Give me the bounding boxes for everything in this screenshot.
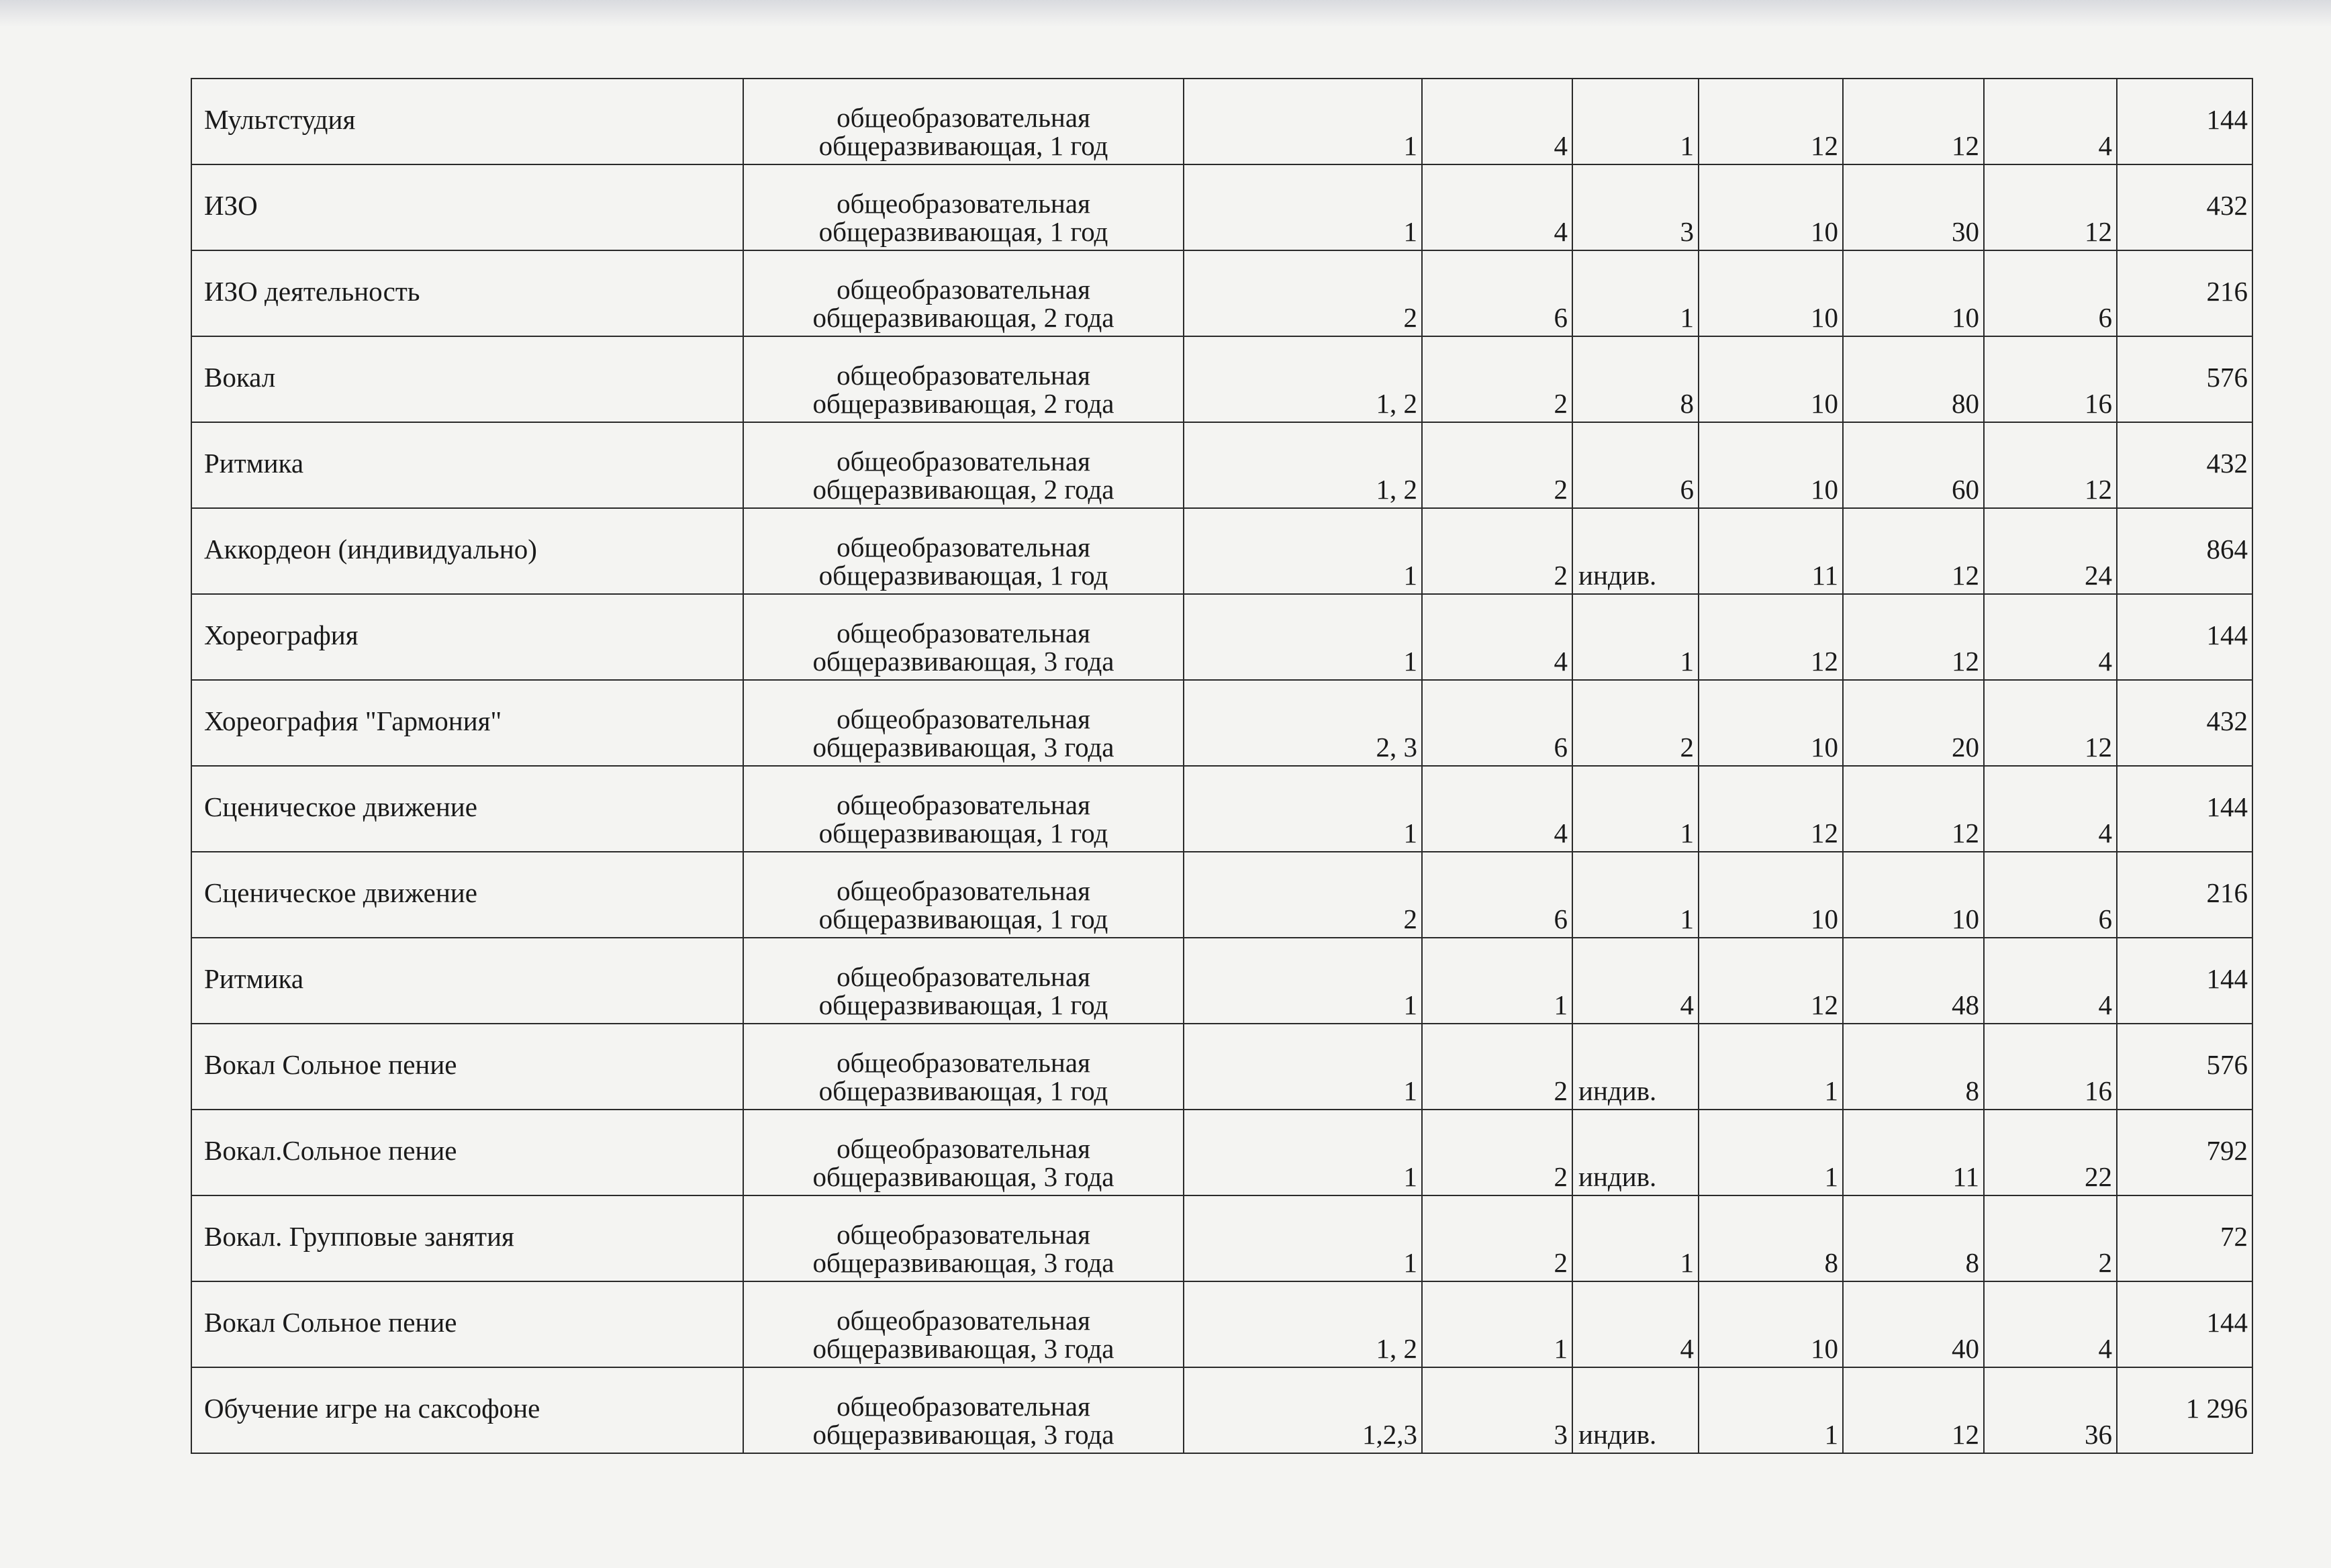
annual-hours-cell: 144 [2117,938,2252,1024]
annual-hours-cell: 216 [2117,250,2252,336]
weekly-hours-cell: 4 [1984,766,2117,852]
program-type-line-1: общеобразовательная [837,1219,1090,1250]
annual-hours-cell: 144 [2117,766,2252,852]
program-name-cell: Хореография [191,594,743,680]
program-type-cell [743,79,1184,164]
program-type-cell [743,1110,1184,1195]
groups-count-cell: 2 [1422,422,1572,508]
hours-per-group-cell: индив. [1572,1367,1699,1453]
program-type-line-1: общеобразовательная [837,1133,1090,1164]
year-of-study-cell: 1 [1184,1110,1422,1195]
annual-hours-cell: 144 [2117,1281,2252,1367]
program-type-line-2: общеразвивающая, 3 года [812,646,1114,677]
weekly-hours-cell: 24 [1984,508,2117,594]
table-row [191,250,2252,336]
hours-per-group-cell: 4 [1572,1281,1699,1367]
hours-per-group-cell: 1 [1572,594,1699,680]
program-type-line-2: общеразвивающая, 3 года [812,1419,1114,1450]
groups-count-cell: 2 [1422,1195,1572,1281]
total-students-cell: 12 [1843,508,1984,594]
table-row [191,938,2252,1024]
groups-count-cell: 4 [1422,594,1572,680]
program-type-line-2: общеразвивающая, 1 год [818,903,1108,934]
total-students-cell: 12 [1843,79,1984,164]
total-students-cell: 11 [1843,1110,1984,1195]
program-type-line-1: общеобразовательная [837,274,1090,305]
program-name-cell: ИЗО [191,164,743,250]
program-name-cell: Хореография "Гармония" [191,680,743,766]
students-count-cell: 10 [1699,336,1843,422]
program-type-line-1: общеобразовательная [837,188,1090,219]
groups-count-cell: 4 [1422,164,1572,250]
annual-hours-cell: 576 [2117,336,2252,422]
total-students-cell: 30 [1843,164,1984,250]
program-type-cell [743,766,1184,852]
weekly-hours-cell: 12 [1984,422,2117,508]
groups-count-cell: 6 [1422,250,1572,336]
total-students-cell: 12 [1843,1367,1984,1453]
annual-hours-cell: 72 [2117,1195,2252,1281]
students-count-cell: 12 [1699,938,1843,1024]
weekly-hours-cell: 12 [1984,164,2117,250]
year-of-study-cell: 1 [1184,508,1422,594]
program-type-cell [743,1024,1184,1110]
total-students-cell: 12 [1843,766,1984,852]
program-type-line-2: общеразвивающая, 3 года [812,1333,1114,1364]
program-name-cell: Обучение игре на саксофоне [191,1367,743,1453]
program-type-line-1: общеобразовательная [837,1047,1090,1078]
program-type-line-2: общеразвивающая, 1 год [818,130,1108,161]
total-students-cell: 12 [1843,594,1984,680]
table-row [191,79,2252,164]
program-type-line-1: общеобразовательная [837,618,1090,648]
hours-per-group-cell: 1 [1572,1195,1699,1281]
table-row [191,1024,2252,1110]
weekly-hours-cell: 36 [1984,1367,2117,1453]
table-row [191,594,2252,680]
year-of-study-cell: 1 [1184,766,1422,852]
hours-per-group-cell: 1 [1572,250,1699,336]
weekly-hours-cell: 16 [1984,336,2117,422]
table-row [191,508,2252,594]
hours-per-group-cell: 1 [1572,79,1699,164]
students-count-cell: 10 [1699,422,1843,508]
annual-hours-cell: 1 296 [2117,1367,2252,1453]
program-type-line-1: общеобразовательная [837,360,1090,391]
groups-count-cell: 2 [1422,508,1572,594]
weekly-hours-cell: 16 [1984,1024,2117,1110]
annual-hours-cell: 144 [2117,79,2252,164]
year-of-study-cell: 1, 2 [1184,1281,1422,1367]
students-count-cell: 11 [1699,508,1843,594]
annual-hours-cell: 576 [2117,1024,2252,1110]
total-students-cell: 10 [1843,852,1984,938]
year-of-study-cell: 1 [1184,938,1422,1024]
program-type-line-1: общеобразовательная [837,789,1090,820]
table-row [191,336,2252,422]
groups-count-cell: 4 [1422,79,1572,164]
students-count-cell: 10 [1699,1281,1843,1367]
year-of-study-cell: 2, 3 [1184,680,1422,766]
students-count-cell: 12 [1699,79,1843,164]
year-of-study-cell: 1, 2 [1184,422,1422,508]
hours-per-group-cell: индив. [1572,1110,1699,1195]
weekly-hours-cell: 4 [1984,594,2117,680]
year-of-study-cell: 1, 2 [1184,336,1422,422]
program-type-cell [743,250,1184,336]
program-type-line-1: общеобразовательная [837,703,1090,734]
program-type-line-2: общеразвивающая, 3 года [812,1247,1114,1278]
students-count-cell: 12 [1699,766,1843,852]
students-count-cell: 8 [1699,1195,1843,1281]
total-students-cell: 10 [1843,250,1984,336]
total-students-cell: 60 [1843,422,1984,508]
weekly-hours-cell: 4 [1984,938,2117,1024]
table-row [191,852,2252,938]
hours-per-group-cell: 2 [1572,680,1699,766]
annual-hours-cell: 432 [2117,164,2252,250]
groups-count-cell: 2 [1422,336,1572,422]
program-type-line-1: общеобразовательная [837,446,1090,477]
total-students-cell: 8 [1843,1195,1984,1281]
table-row [191,164,2252,250]
program-type-line-2: общеразвивающая, 3 года [812,1161,1114,1192]
hours-per-group-cell: индив. [1572,508,1699,594]
program-type-line-1: общеобразовательная [837,1391,1090,1422]
table-row [191,766,2252,852]
students-count-cell: 10 [1699,250,1843,336]
program-type-line-2: общеразвивающая, 1 год [818,560,1108,591]
hours-per-group-cell: 3 [1572,164,1699,250]
year-of-study-cell: 1 [1184,594,1422,680]
total-students-cell: 48 [1843,938,1984,1024]
table-row [191,1195,2252,1281]
program-name-cell: Сценическое движение [191,766,743,852]
weekly-hours-cell: 4 [1984,1281,2117,1367]
program-name-cell: Вокал Сольное пение [191,1024,743,1110]
program-name-cell: Вокал Сольное пение [191,1281,743,1367]
annual-hours-cell: 144 [2117,594,2252,680]
year-of-study-cell: 1 [1184,1195,1422,1281]
students-count-cell: 12 [1699,594,1843,680]
hours-per-group-cell: 1 [1572,766,1699,852]
total-students-cell: 40 [1843,1281,1984,1367]
groups-count-cell: 3 [1422,1367,1572,1453]
total-students-cell: 80 [1843,336,1984,422]
program-type-line-2: общеразвивающая, 2 года [812,474,1114,505]
program-name-cell: Мультстудия [191,79,743,164]
program-type-cell [743,508,1184,594]
groups-count-cell: 1 [1422,938,1572,1024]
groups-count-cell: 6 [1422,680,1572,766]
program-type-cell [743,680,1184,766]
weekly-hours-cell: 2 [1984,1195,2117,1281]
weekly-hours-cell: 12 [1984,680,2117,766]
program-type-cell [743,852,1184,938]
groups-count-cell: 1 [1422,1281,1572,1367]
program-type-line-1: общеобразовательная [837,1305,1090,1336]
table-row [191,1110,2252,1195]
table-row [191,422,2252,508]
students-count-cell: 10 [1699,164,1843,250]
program-type-line-2: общеразвивающая, 2 года [812,388,1114,419]
year-of-study-cell: 2 [1184,250,1422,336]
table-body [191,79,2252,1453]
weekly-hours-cell: 6 [1984,250,2117,336]
program-name-cell: Ритмика [191,422,743,508]
program-type-line-2: общеразвивающая, 1 год [818,216,1108,247]
groups-count-cell: 6 [1422,852,1572,938]
year-of-study-cell: 1 [1184,164,1422,250]
program-name-cell: Вокал. Групповые занятия [191,1195,743,1281]
program-type-cell [743,164,1184,250]
hours-per-group-cell: 4 [1572,938,1699,1024]
program-type-cell [743,1281,1184,1367]
groups-count-cell: 2 [1422,1024,1572,1110]
annual-hours-cell: 432 [2117,422,2252,508]
scan-edge-shadow [0,0,2331,27]
program-type-line-2: общеразвивающая, 1 год [818,989,1108,1020]
program-type-line-2: общеразвивающая, 3 года [812,732,1114,763]
table-row [191,680,2252,766]
annual-hours-cell: 216 [2117,852,2252,938]
program-type-cell [743,422,1184,508]
total-students-cell: 20 [1843,680,1984,766]
program-table [191,78,2253,1454]
program-name-cell: Сценическое движение [191,852,743,938]
program-type-cell [743,938,1184,1024]
total-students-cell: 8 [1843,1024,1984,1110]
year-of-study-cell: 1 [1184,79,1422,164]
document-page [191,78,2253,1454]
annual-hours-cell: 864 [2117,508,2252,594]
groups-count-cell: 2 [1422,1110,1572,1195]
year-of-study-cell: 2 [1184,852,1422,938]
students-count-cell: 1 [1699,1367,1843,1453]
program-type-line-2: общеразвивающая, 1 год [818,818,1108,848]
weekly-hours-cell: 6 [1984,852,2117,938]
hours-per-group-cell: индив. [1572,1024,1699,1110]
groups-count-cell: 4 [1422,766,1572,852]
program-name-cell: Ритмика [191,938,743,1024]
table-row [191,1281,2252,1367]
program-type-cell [743,336,1184,422]
students-count-cell: 1 [1699,1110,1843,1195]
program-type-line-1: общеобразовательная [837,875,1090,906]
table-row [191,1367,2252,1453]
hours-per-group-cell: 1 [1572,852,1699,938]
program-name-cell: ИЗО деятельность [191,250,743,336]
students-count-cell: 1 [1699,1024,1843,1110]
weekly-hours-cell: 22 [1984,1110,2117,1195]
hours-per-group-cell: 8 [1572,336,1699,422]
students-count-cell: 10 [1699,680,1843,766]
program-name-cell: Вокал [191,336,743,422]
program-name-cell: Аккордеон (индивидуально) [191,508,743,594]
program-name-cell: Вокал.Сольное пение [191,1110,743,1195]
program-type-line-1: общеобразовательная [837,532,1090,562]
students-count-cell: 10 [1699,852,1843,938]
year-of-study-cell: 1,2,3 [1184,1367,1422,1453]
annual-hours-cell: 432 [2117,680,2252,766]
hours-per-group-cell: 6 [1572,422,1699,508]
program-type-line-2: общеразвивающая, 2 года [812,302,1114,333]
program-type-cell [743,1195,1184,1281]
annual-hours-cell: 792 [2117,1110,2252,1195]
program-type-cell [743,1367,1184,1453]
weekly-hours-cell: 4 [1984,79,2117,164]
program-type-cell [743,594,1184,680]
program-type-line-2: общеразвивающая, 1 год [818,1075,1108,1106]
program-type-line-1: общеобразовательная [837,961,1090,992]
year-of-study-cell: 1 [1184,1024,1422,1110]
program-type-line-1: общеобразовательная [837,102,1090,133]
